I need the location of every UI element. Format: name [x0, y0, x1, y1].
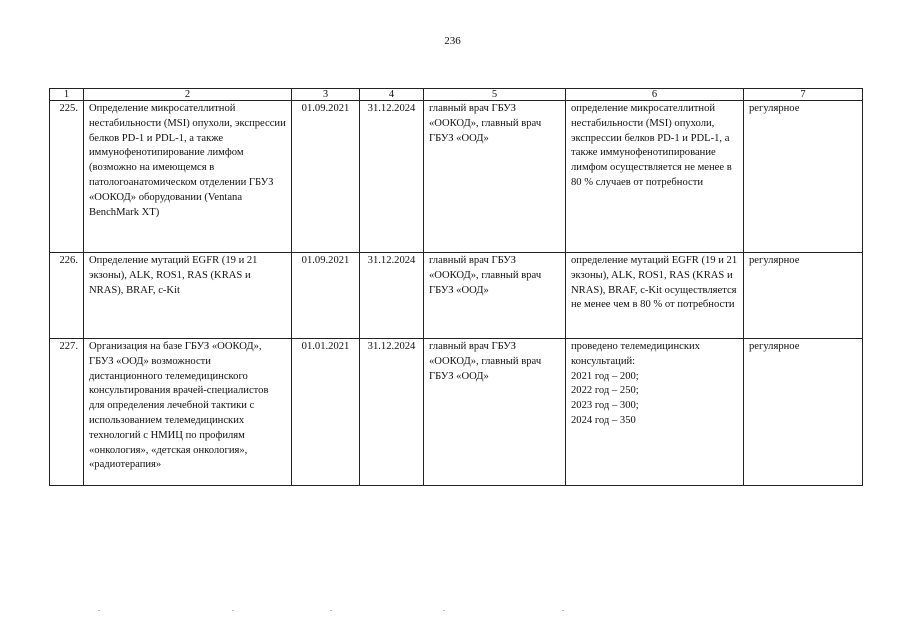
- col-header-2: 2: [84, 89, 292, 101]
- end-date-cell: 31.12.2024: [360, 101, 424, 253]
- result-cell: определение мутаций EGFR (19 и 21 экзоны), ALK, ROS1, RAS (KRAS и NRAS), BRAF, c-Kit осуществляется не менее чем в 80 % от потребности: [566, 253, 744, 339]
- end-date-cell: 31.12.2024: [360, 253, 424, 339]
- col-header-7: 7: [744, 89, 863, 101]
- result-line: 2021 год – 200;: [571, 370, 639, 382]
- scan-speck: [562, 610, 564, 611]
- responsible-cell: главный врач ГБУЗ «ООКОД», главный врач ГБУЗ «ООД»: [424, 339, 566, 486]
- event-cell: Организация на базе ГБУЗ «ООКОД», ГБУЗ «ООД» возможности дистанционного телемедицинского консультирования врачей-специалистов для определения лечебной тактики с использованием телемедицинских технологий с НМИЦ по профилям «онкология», «детская онкология», «радиотерапия»: [84, 339, 292, 486]
- header-row: [50, 89, 863, 101]
- start-date-cell: 01.09.2021: [292, 101, 360, 253]
- type-cell: регулярное: [744, 101, 863, 253]
- result-cell: [566, 339, 744, 486]
- event-cell: Определение микросателлитной нестабильности (MSI) опухоли, экспрессии белков PD-1 и PDL-1, а также иммунофенотипирование лимфом (возможно на имеющемся в патологоанатомическом отделении ГБУЗ «ООКОД» оборудовании (Ventana BenchMark XT): [84, 101, 292, 253]
- result-line: 2024 год – 350: [571, 414, 636, 426]
- row-number: 226.: [50, 253, 84, 339]
- scan-specks: [0, 610, 905, 614]
- result-line: 2023 год – 300;: [571, 400, 639, 412]
- col-header-4: 4: [360, 89, 424, 101]
- end-date-cell: 31.12.2024: [360, 339, 424, 486]
- scan-speck: [443, 610, 445, 611]
- responsible-cell: главный врач ГБУЗ «ООКОД», главный врач ГБУЗ «ООД»: [424, 253, 566, 339]
- col-header-1: 1: [50, 89, 84, 101]
- row-number: 225.: [50, 101, 84, 253]
- page-number: 236: [444, 35, 461, 47]
- type-cell: регулярное: [744, 253, 863, 339]
- event-cell: Определение мутаций EGFR (19 и 21 экзоны), ALK, ROS1, RAS (KRAS и NRAS), BRAF, c-Kit: [84, 253, 292, 339]
- row-number: 227.: [50, 339, 84, 486]
- result-line: 2022 год – 250;: [571, 385, 639, 397]
- result-cell: определение микросателлитной нестабильности (MSI) опухоли, экспрессии белков PD-1 и PDL-1, а также иммунофенотипирование лимфом осуществляется не менее в 80 % случаев от потребности: [566, 101, 744, 253]
- scan-speck: [330, 610, 332, 611]
- table-row: [50, 253, 863, 339]
- col-header-6: 6: [566, 89, 744, 101]
- col-header-5: 5: [424, 89, 566, 101]
- type-cell: регулярное: [744, 339, 863, 486]
- scan-speck: [232, 610, 234, 611]
- col-header-3: 3: [292, 89, 360, 101]
- responsible-cell: главный врач ГБУЗ «ООКОД», главный врач ГБУЗ «ООД»: [424, 101, 566, 253]
- table-row: [50, 101, 863, 253]
- start-date-cell: 01.01.2021: [292, 339, 360, 486]
- scan-speck: [98, 610, 100, 611]
- measures-table: [49, 88, 863, 486]
- table-row: [50, 339, 863, 486]
- start-date-cell: 01.09.2021: [292, 253, 360, 339]
- result-line: проведено телемедицинских консультаций:: [571, 341, 700, 367]
